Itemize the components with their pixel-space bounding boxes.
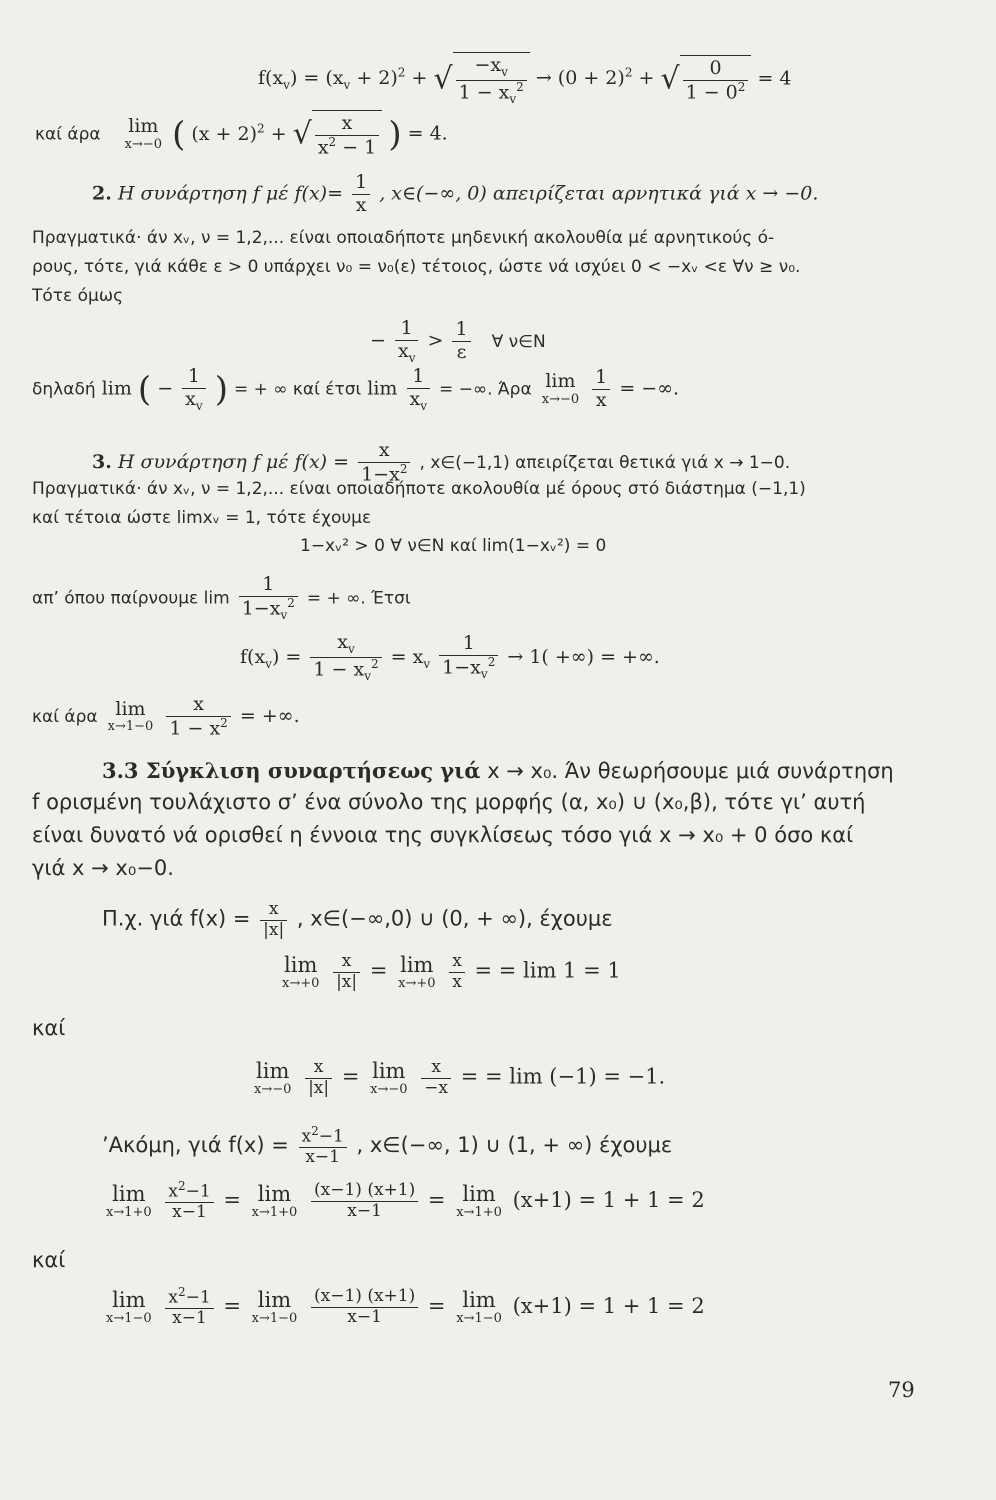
- limit-tail: = lim 1 = 1: [498, 958, 621, 983]
- equation-tail: → 1( +∞) = +∞.: [507, 645, 660, 668]
- limit-tail: = +∞.: [239, 705, 300, 728]
- limit-mid: = + ∞ καί έτσι: [234, 379, 362, 400]
- paragraph-line: καί τέτοια ώστε limxᵥ = 1, τότε έχουμε: [32, 508, 372, 528]
- limit-line-r4: lim x→1−0 $\frac{x^2-1}{x-1}$ = lim x→1−0 $\frac{(x-1) (x+1)}{x-1}$ = lim x→1−0 (x+1) = 1 + 1 = 2: [106, 1285, 705, 1329]
- paragraph-line: Πραγματικά· άν xᵥ, ν = 1,2,... είναι οποιαδήποτε ακολουθία μέ όρους στό διάστημα (−1,1): [32, 479, 806, 499]
- paragraph-line: είναι δυνατό νά ορισθεί η έννοια της συγκλίσεως τόσο γιά x → x₀ + 0 όσο καί: [32, 823, 854, 847]
- limit-end: = −∞.: [619, 377, 680, 400]
- section-3-3-heading: [102, 760, 894, 782]
- paragraph-line: Πραγματικά· άν xᵥ, ν = 1,2,... είναι οποιαδήποτε μηδενική ακολουθία μέ αρνητικούς ό-: [32, 228, 775, 248]
- page-number: 79: [888, 1378, 915, 1402]
- section-number: 2.: [92, 182, 112, 205]
- text-kai: καί: [32, 1016, 66, 1040]
- text-kai-ara: καί άρα: [35, 124, 101, 145]
- text-kai-ara: καί άρα: [32, 707, 98, 728]
- text-dilady: δηλαδή: [32, 379, 96, 400]
- text-example: Π.χ. γιά f(x) =: [102, 906, 251, 931]
- limit-tail: = lim (−1) = −1.: [485, 1064, 666, 1089]
- limit-line-4: καί άρα lim x→1−0 $\frac{x}{1 - x^2}$ = +∞.: [32, 693, 300, 740]
- text-ap-opou: απ’ όπου παίρνουμε lim: [32, 588, 230, 609]
- text-kai: καί: [32, 1248, 66, 1272]
- inequality-tail: ∀ ν∈N: [491, 331, 546, 352]
- limit-line-r1: lim x→+0 $\frac{x}{|x|}$ = lim x→+0 $\frac{x}{x}$ = = lim 1 = 1: [282, 951, 621, 992]
- paragraph-line: Τότε όμως: [32, 286, 124, 306]
- example-line: Π.χ. γιά f(x) = $\frac{x}{|x|}$ , x∈(−∞,0) ∪ (0, + ∞), έχουμε: [102, 899, 613, 940]
- limit-line-r2: lim x→−0 $\frac{x}{|x|}$ = lim x→−0 $\frac{x}{-x}$ = = lim (−1) = −1.: [254, 1057, 666, 1098]
- limit-tail: = + ∞. Έτσι: [306, 588, 411, 609]
- equation-line: 1−xᵥ² > 0 ∀ ν∈N καί lim(1−xᵥ²) = 0: [300, 536, 607, 556]
- text-akomi: ’Ακόμη, γιά f(x) =: [102, 1132, 289, 1157]
- section-text: Η συνάρτηση f μέ f(x)=: [117, 182, 344, 205]
- limit-line-3: απ’ όπου παίρνουμε lim $\frac{1}{1-x_v^2}$ = + ∞. Έτσι: [32, 573, 411, 622]
- section-tail: , x∈(−∞, 0) απειρίζεται αρνητικά γιά x → −0.: [379, 182, 819, 205]
- section-tail: , x∈(−1,1) απειρίζεται θετικά γιά x → 1−0.: [419, 453, 791, 474]
- limit-line-2: δηλαδή lim ( − $\frac{1}{x_v}$ ) = + ∞ καί έτσι lim $\frac{1}{x_v}$ = −∞. Άρα lim x→−0 $\frac{1}{x}$ = −∞.: [32, 365, 680, 413]
- example-tail: , x∈(−∞,0) ∪ (0, + ∞), έχουμε: [296, 906, 613, 931]
- equation-line-1: $f(x_v) = (x_v + 2)^2$ + √ $\frac{-x_v}{1 - x_v^2}$ → $(0 + 2)^2$ + √ $\frac{0}{1 - 0^2}$ = 4: [258, 54, 792, 106]
- paragraph-line: γιά x → x₀−0.: [32, 856, 174, 880]
- paragraph-line: f ορισμένη τουλάχιστο σ’ ένα σύνολο της μορφής (α, x₀) ∪ (x₀,β), τότε γι’ αυτή: [32, 790, 866, 814]
- section-3-statement: 3. Η συνάρτηση f μέ f(x) = $\frac{x}{1-x^2}$ , x∈(−1,1) απειρίζεται θετικά γιά x → 1−0.: [92, 439, 791, 486]
- akomi-tail: , x∈(−∞, 1) ∪ (1, + ∞) έχουμε: [356, 1132, 673, 1157]
- equation-line-2: καί άρα lim x→−0 ( $(x + 2)^2$ + √ $\frac{x}{x^2 - 1}$ ) = 4.: [35, 112, 448, 159]
- section-2-statement: 2. Η συνάρτηση f μέ f(x)= $\frac{1}{x}$ , x∈(−∞, 0) απειρίζεται αρνητικά γιά x → −0.: [92, 171, 819, 216]
- akomi-line: ’Ακόμη, γιά f(x) = $\frac{x^2-1}{x-1}$ , x∈(−∞, 1) ∪ (1, + ∞) έχουμε: [102, 1124, 673, 1168]
- section-heading-tail: x → x₀. Άν θεωρήσουμε μιά συνάρτηση: [487, 759, 894, 783]
- equation-result: = 4.: [407, 122, 448, 145]
- paragraph-line: ρους, τότε, γιά κάθε ε > 0 υπάρχει ν₀ = ν₀(ε) τέτοιος, ώστε νά ισχύει 0 < −xᵥ <ε ∀ν ≥ ν₀.: [32, 257, 801, 277]
- equation-fxv: $f(x_v)$ = $\frac{x_v}{1 - x_v^2}$ = $x_v$ $\frac{1}{1-x_v^2}$ → 1( +∞) = +∞.: [240, 631, 660, 683]
- section-heading: 3.3 Σύγκλιση συναρτήσεως γιά: [102, 758, 481, 783]
- section-text: Η συνάρτηση f μέ f(x) =: [117, 451, 350, 474]
- section-number: 3.: [92, 451, 112, 474]
- limit-line-r3: lim x→1+0 $\frac{x^2-1}{x-1}$ = lim x→1+0 $\frac{(x-1) (x+1)}{x-1}$ = lim x→1+0 (x+1) = 1 + 1 = 2: [106, 1179, 705, 1223]
- limit-tail: (x+1) = 1 + 1 = 2: [512, 1293, 705, 1318]
- inequality-line: − $\frac{1}{x_v}$ > $\frac{1}{\varepsilon}$ ∀ ν∈N: [370, 317, 546, 365]
- limit-tail: (x+1) = 1 + 1 = 2: [512, 1187, 705, 1212]
- limit-tail: = −∞. Άρα: [439, 379, 532, 400]
